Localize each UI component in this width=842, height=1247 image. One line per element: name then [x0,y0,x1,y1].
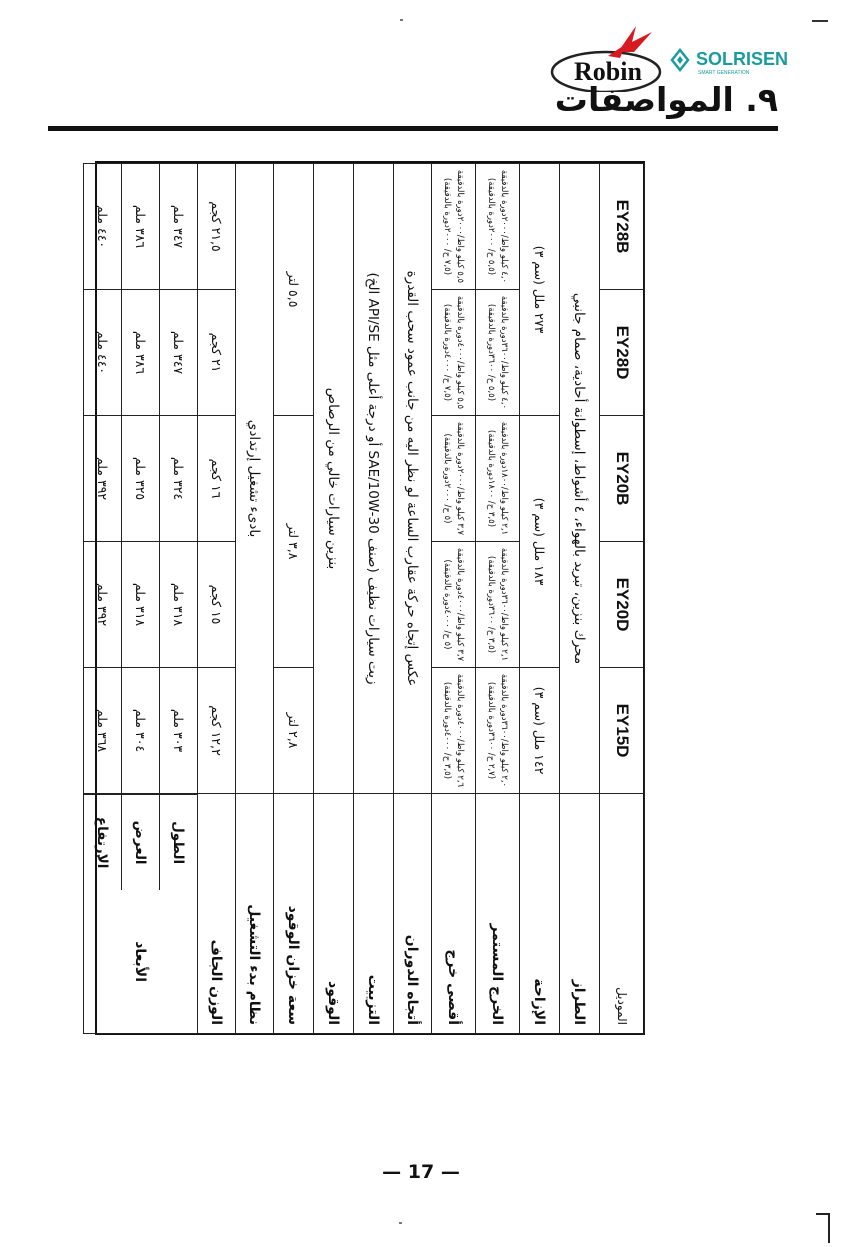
solrisen-logo-text: SOLRISEN [696,49,789,69]
solrisen-tagline: SMART GENERATION [698,70,750,76]
displacement-ey20: ١٨٣ ملل (سم ٣) [520,416,560,668]
length-ey20b: ٣٢٤ ملم [160,416,198,542]
max-output-ey28d [432,290,476,416]
continuous-output-hp: (٣,٥ ح/ ١٨٠٠دورة بالدقيقة) [486,429,497,528]
max-output-kw: ٥,٥ كيلو واط/٢٠٠٠دورة بالدقيقة [455,169,466,284]
height-ey28d: ٤٤٠ ملم [84,290,122,416]
continuous-output-hp: (٣,٥ ح/ ٣٦٠٠دورة بالدقيقة) [486,555,497,654]
continuous-output-hp: (٥,٥ ح/ ٣٦٠٠دورة بالدقيقة) [486,303,497,402]
continuous-output-ey28b [476,164,520,290]
model-ey28d: EY28D [600,290,645,416]
dry-weight-ey28d: ٢١ كجم [198,290,236,416]
corner-mark [812,20,828,22]
table-row-fuel [314,164,354,1034]
length-ey20d: ٣١٨ ملم [160,542,198,668]
table-row-continuous-output [476,164,520,1034]
table-row-lubrication [354,164,394,1034]
continuous-output-kw: ٢,١ كيلو واط/١٨٠٠دورة بالدقيقة [499,421,510,536]
section-title: ٩. المواصفات [554,80,778,119]
page-number: — 17 — [382,1161,460,1183]
continuous-output-hp: (٥,٥ ح/ ٢٠٠٠دورة بالدقيقة) [486,177,497,276]
height-ey20b: ٣٩٢ ملم [84,416,122,542]
max-output-kw: ٢,٦ كيلو واط/٤٠٠٠دورة بالدقيقة [455,673,466,788]
fuel-tank-ey15d: ٢,٨ لتر [274,668,314,794]
max-output-kw: ٣,٧ كيلو واط/٢٠٠٠دورة بالدقيقة [455,421,466,536]
scan-dot [400,19,403,21]
rotation-value: عكس إتجاه حركة عقارب الساعة لو نظر اليه من جانب عمود سحب القدرة [394,164,432,794]
continuous-output-hp: (٢,٧ ح/ ٣٦٠٠دورة بالدقيقة) [486,681,497,780]
label-height: الإرتفاع [94,816,111,869]
dry-weight-ey20d: ١٥ كجم [198,542,236,668]
max-output-hp: (٥ ح/ ٢٠٠٠دورة بالدقيقة) [442,433,453,524]
width-ey28d: ٣٨٦ ملم [122,290,160,416]
max-output-hp: (٧,٥ ح/ ٢٠٠٠دورة بالدقيقة) [442,177,453,276]
displacement-ey28: ٢٧٣ ملل (سم ٣) [520,164,560,416]
spec-table [83,163,645,1034]
continuous-output-kw: ٢,٠ كيلو واط/٣٦٠٠دورة بالدقيقة [499,673,510,788]
spec-table-frame [95,161,645,1035]
max-output-ey28b [432,164,476,290]
max-output-hp: (٣,٥ ح/ ٤٠٠٠دورة بالدقيقة) [442,681,453,780]
table-row-fuel-tank [274,164,314,1034]
continuous-output-kw: ٤,٠ كيلو واط/٢٠٠٠دورة بالدقيقة [499,169,510,284]
dimensions-cell [84,794,198,1034]
model-ey28b: EY28B [600,164,645,290]
max-output-kw: ٣,٧ كيلو واط/٤٠٠٠دورة بالدقيقة [455,547,466,662]
length-ey15d: ٣٠٣ ملم [160,668,198,794]
solrisen-logo [668,46,823,76]
table-row-displacement [520,164,560,1034]
label-max-output: أقصى خرج [432,794,476,1034]
spec-table-rotated [94,163,645,1033]
continuous-output-kw: ٤,٠ كيلو واط/٣٦٠٠دورة بالدقيقة [499,295,510,410]
length-ey28d: ٣٤٧ ملم [160,290,198,416]
width-ey15d: ٣٠٤ ملم [122,668,160,794]
lubrication-value: زيت سيارات نظيف (صنف SAE/10W-30 أو درجة أعلى مثل API/SE الخ) [354,164,394,794]
width-ey28b: ٣٨٦ ملم [122,164,160,290]
continuous-output-ey20d [476,542,520,668]
dry-weight-ey28b: ٢١,٥ كجم [198,164,236,290]
dry-weight-ey15d: ١٢,٢ كجم [198,668,236,794]
displacement-ey15d: ١٤٢ ملل (سم ٣) [520,668,560,794]
continuous-output-ey15d [476,668,520,794]
length-ey28b: ٣٤٧ ملم [160,164,198,290]
fuel-tank-ey20: ٣,٨ لتر [274,416,314,668]
fuel-tank-ey28: ٥,٥ لتر [274,164,314,416]
max-output-hp: (٥ ح/ ٤٠٠٠دورة بالدقيقة) [442,559,453,650]
fuel-value: بنزين سيارات خالي من الرصاص [314,164,354,794]
continuous-output-ey20b [476,416,520,542]
table-row-length [160,164,198,1034]
scan-dot [399,1222,402,1224]
starting-value: بادىء تشغيل إرتدادي [236,164,274,794]
robin-logo-text: Robin [574,57,642,86]
height-ey20d: ٣٩٢ ملم [84,542,122,668]
label-rotation: أتجاه الدوران [394,794,432,1034]
corner-bracket [816,1213,830,1243]
label-fuel: الوقود [314,794,354,1034]
label-dry-weight: الوزن الجاف [198,794,236,1034]
model-ey20d: EY20D [600,542,645,668]
type-value: محرك بنزين، تبريد بالهواء، ٤ أشواط، إسطوانة أحادية، صمام جانبي [560,164,600,794]
max-output-hp: (٧,٥ ح/ ٤٠٠٠دورة بالدقيقة) [442,303,453,402]
width-ey20b: ٣٢٥ ملم [122,416,160,542]
model-ey15d: EY15D [600,668,645,794]
height-ey28b: ٤٤٠ ملم [84,164,122,290]
continuous-output-kw: ٢,١ كيلو واط/٣٦٠٠دورة بالدقيقة [499,547,510,662]
continuous-output-ey28d [476,290,520,416]
max-output-ey20d [432,542,476,668]
table-row-max-output [432,164,476,1034]
title-rule [48,126,778,131]
max-output-ey20b [432,416,476,542]
dry-weight-ey20b: ١٦ كجم [198,416,236,542]
dimension-sublabels [84,794,197,890]
label-dimensions: الأبعاد [132,941,149,983]
table-row-type [560,164,600,1034]
table-row-model [600,164,645,1034]
model-ey20b: EY20B [600,416,645,542]
table-row-rotation [394,164,432,1034]
label-continuous-output: الخرج المستمر [476,794,520,1034]
height-ey15d: ٣٦٨ ملم [84,668,122,794]
max-output-ey15d [432,668,476,794]
table-row-starting [236,164,274,1034]
width-ey20d: ٣١٨ ملم [122,542,160,668]
label-lubrication: التزييت [354,794,394,1034]
label-model: الموديل [600,794,645,1034]
label-width: العرض [121,795,159,890]
max-output-kw: ٥,٥ كيلو واط/٤٠٠٠دورة بالدقيقة [455,295,466,410]
table-row-dry-weight [198,164,236,1034]
label-type: الطراز [560,794,600,1034]
label-displacement: الإزاحة [520,794,560,1034]
label-starting: نظام بدء التشغيل [236,794,274,1034]
label-length: الطول [159,795,197,890]
label-fuel-tank: سعة خزان الوقود [274,794,314,1034]
